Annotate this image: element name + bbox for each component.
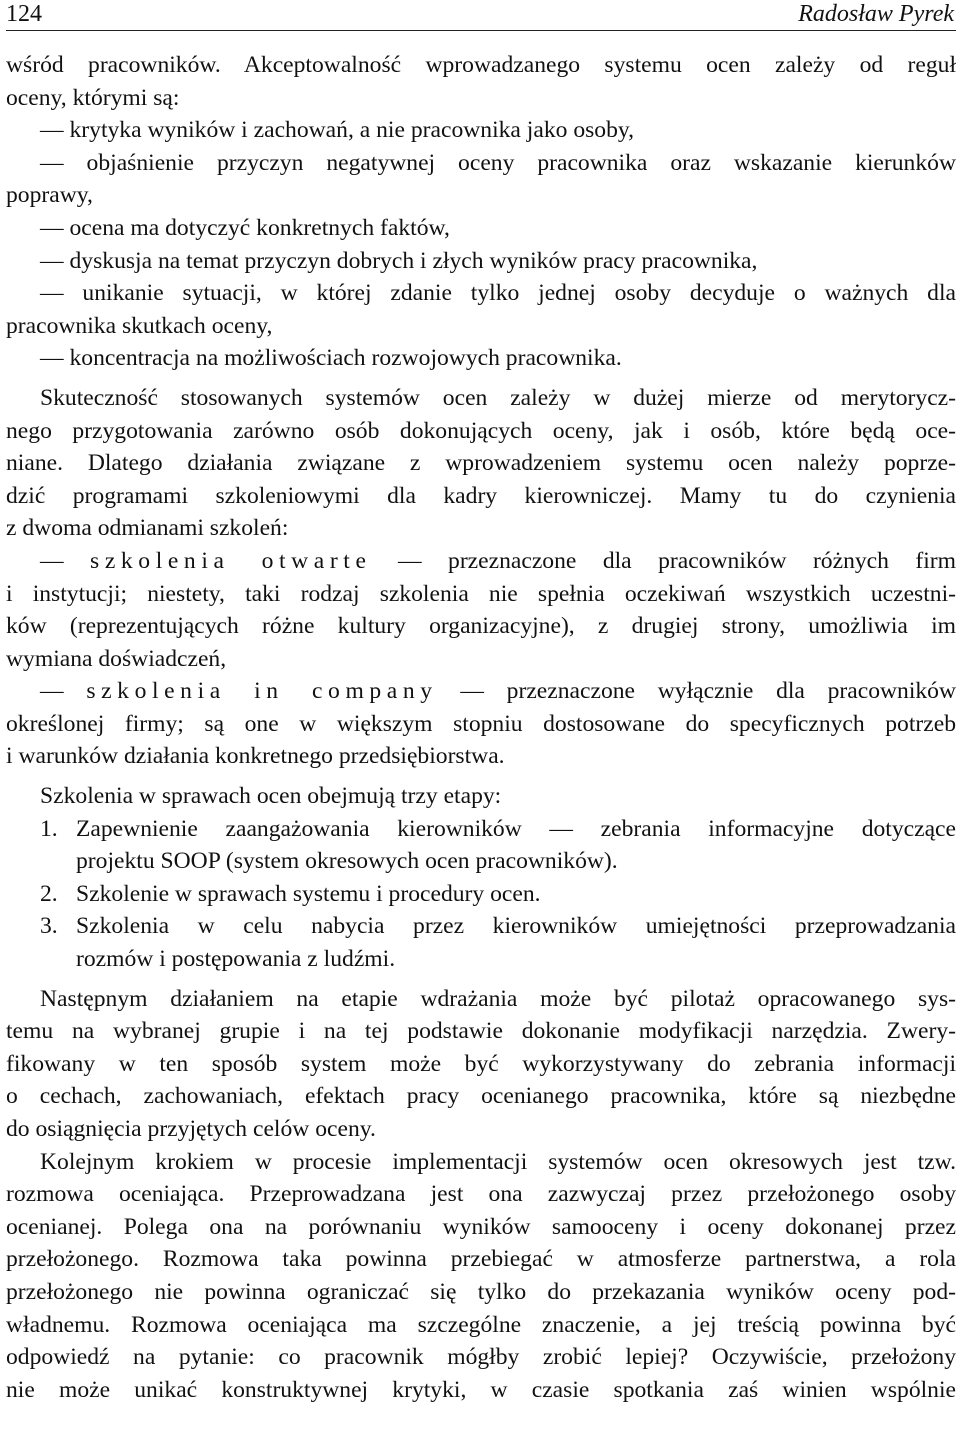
paragraph-gap [6,375,956,382]
text-line: — ocena ma dotyczyć konkretnych faktów, [40,214,450,241]
list-number: 2. [40,880,58,907]
text-line: władnemu. Rozmowa oceniająca ma szczególne znaczenie, a jej treścią powinna być [6,1311,956,1338]
paragraph-gap [6,976,956,983]
paragraph-gap [6,773,956,780]
spaced-term: szkolenia in company [86,678,438,705]
text-line: — koncentracja na możliwościach rozwojowych pracownika. [40,345,622,372]
spaced-term: szkolenia otwarte [90,547,372,574]
text-line: pracownika skutkach oceny, [6,312,273,339]
text-line: Następnym działaniem na etapie wdrażania może być pilotaż opracowanego sys- [40,985,956,1012]
list-item-line: 3. Szkolenia w celu nabycia przez kierowników umiejętności przeprowadzania [6,910,956,943]
text-line: temu na wybranej grupie i na tej podstawie dokonanie modyfikacji narzędzia. Zwery- [6,1018,956,1045]
text-line: rozmowa oceniająca. Przeprowadzana jest ona zazwyczaj przez przełożonego osoby [6,1181,956,1208]
list-item-line: 1. Zapewnienie zaangażowania kierowników — zebrania informacyjne dotyczące [6,813,956,846]
text-line: dzić programami szkoleniowymi dla kadry kierowniczej. Mamy tu do czynienia [6,482,956,509]
text-line: — szkolenia in company — przeznaczone wyłącznie dla pracowników [40,678,957,705]
list-number: 1. [40,815,58,842]
text-line: z dwoma odmianami szkoleń: [6,515,289,542]
text-line: Kolejnym krokiem w procesie implementacji systemów ocen okresowych jest tzw. [40,1148,956,1175]
text-line: o cechach, zachowaniach, efektach pracy ocenianego pracownika, które są niezbędne [6,1083,956,1110]
text-line: przełożonego. Rozmowa taka powinna przebiegać w atmosferze partnerstwa, a rola [6,1246,956,1273]
list-item-line: 2. Szkolenie w sprawach systemu i procedury ocen. [6,878,956,911]
running-header [6,0,956,31]
text-line: i warunków działania konkretnego przedsiębiorstwa. [6,743,505,770]
text-line: wśród pracowników. Akceptowalność wprowadzanego systemu ocen zależy od reguł [6,52,956,78]
page-number: 124 [6,1,42,27]
text-line: — objaśnienie przyczyn negatywnej oceny pracownika oraz wskazanie kierunków [40,149,956,176]
text-line: fikowany w ten sposób system może być wykorzystywany do zebrania informacji [6,1050,956,1077]
text-line: wymiana doświadczeń, [6,645,227,672]
list-number: 3. [40,913,58,940]
text-line: nego przygotowania zarówno osób dokonujących oceny, jak i osób, które będą oce- [6,417,956,444]
text-line: oceny, którymi są: [6,84,180,111]
text-line: przełożonego nie powinna ograniczać się tylko do przekazania wyników oceny pod- [6,1278,956,1305]
text-line: ków (reprezentujących różne kultury organizacyjne), z drugiej strony, umożliwia im [6,613,956,640]
text-line: — krytyka wyników i zachowań, a nie pracownika jako osoby, [40,117,635,144]
text-line: do osiągnięcia przyjętych celów oceny. [6,1116,376,1142]
text-line: rozmów i postępowania z ludźmi. [76,946,396,973]
running-author: Radosław Pyrek [798,1,954,27]
text-line: nie może unikać konstruktywnej krytyki, w czasie spotkania zaś winien wspólnie [6,1376,956,1403]
text-line: Skuteczność stosowanych systemów ocen zależy w dużej mierze od merytorycz- [40,384,956,411]
text-line: i instytucji; niestety, taki rodzaj szkolenia nie spełnia oczekiwań wszystkich uczestni- [6,580,956,607]
text-line: ocenianej. Polega ona na porównaniu wyników samooceny i oceny dokonanej przez [6,1213,956,1240]
body-text [6,49,956,1406]
text-line: — szkolenia otwarte — przeznaczone dla pracowników różnych firm [40,547,957,574]
text-line: odpowiedź na pytanie: co pracownik mógłby zrobić lepiej? Oczywiście, przełożony [6,1344,956,1371]
text-line: — unikanie sytuacji, w której zdanie tylko jednej osoby decyduje o ważnych dla [40,280,956,307]
text-line: niane. Dlatego działania związane z wprowadzeniem systemu ocen należy poprze- [6,450,956,477]
text-line: Szkolenia w sprawach ocen obejmują trzy etapy: [40,783,502,810]
text-line: określonej firmy; są one w większym stopniu dostosowane do specyficznych potrzeb [6,710,956,737]
text-line: projektu SOOP (system okresowych ocen pracowników). [76,848,618,875]
text-line: poprawy, [6,182,93,209]
text-line: — dyskusja na temat przyczyn dobrych i złych wyników pracy pracownika, [40,247,758,274]
